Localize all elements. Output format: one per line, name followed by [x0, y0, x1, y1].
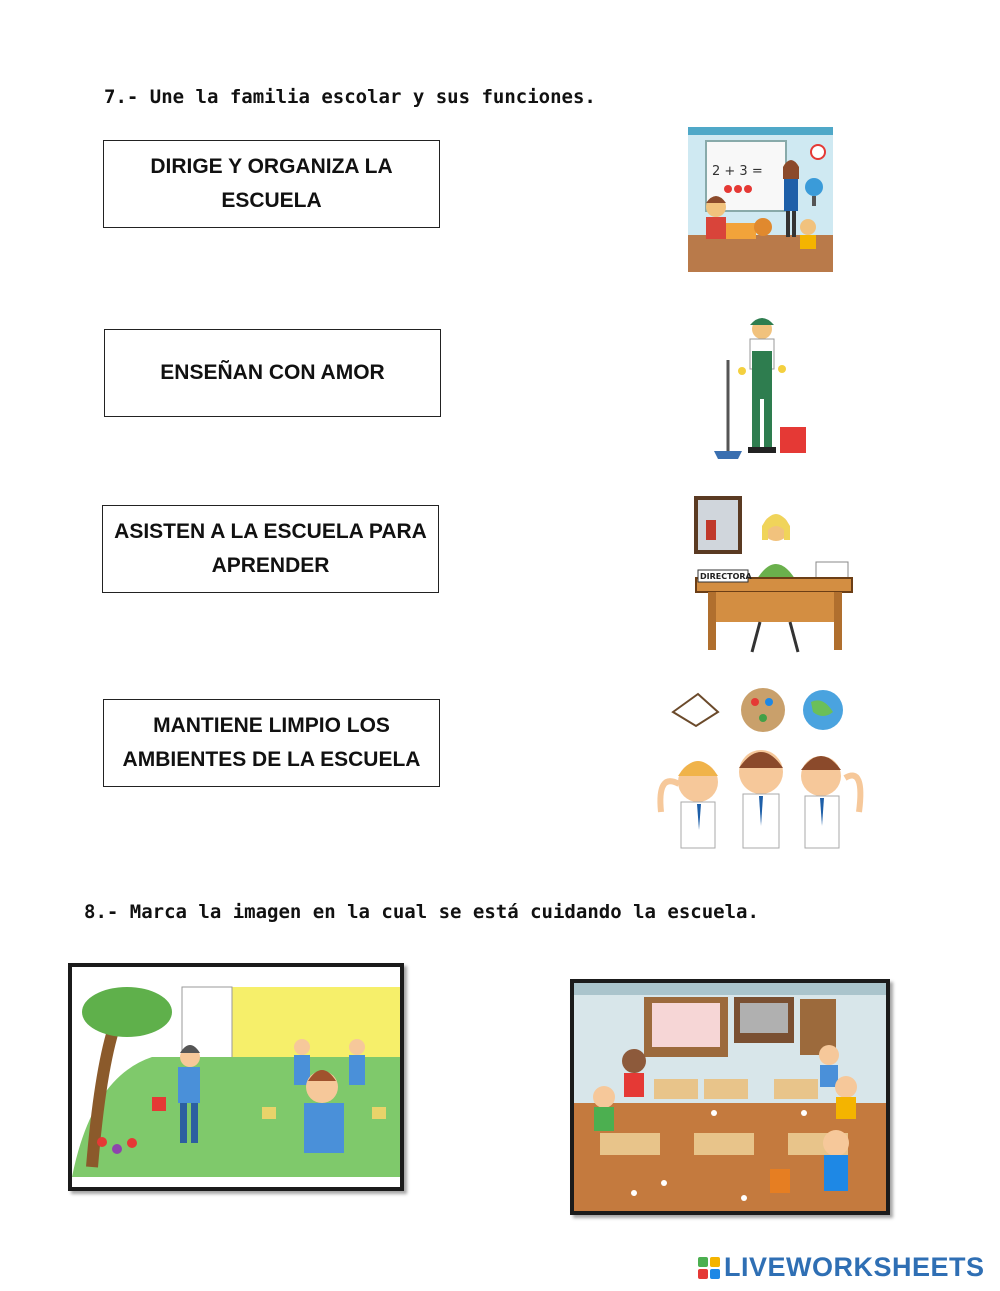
janitor-illustration-icon: [700, 305, 820, 465]
principal-desk-illustration-icon: [694, 496, 854, 654]
brand-badge-icon: [698, 1257, 720, 1279]
function-box-teach[interactable]: ENSEÑAN CON AMOR: [104, 329, 441, 417]
desk-sign-text: DIRECTORA: [700, 572, 752, 581]
teacher-classroom-illustration-icon: [688, 127, 833, 272]
liveworksheets-logo: [698, 1252, 985, 1283]
teacher-classroom-image[interactable]: [688, 127, 833, 272]
question-7-title: 7.- Une la familia escolar y sus funciones.: [104, 86, 596, 108]
children-painting-image[interactable]: [68, 963, 404, 1191]
students-illustration-icon: [653, 672, 867, 850]
messy-classroom-image[interactable]: [570, 979, 890, 1215]
students-image[interactable]: [653, 672, 867, 850]
question-8-title: 8.- Marca la imagen en la cual se está cuidando la escuela.: [84, 901, 759, 923]
messy-classroom-illustration-icon: [574, 983, 886, 1211]
function-box-clean[interactable]: MANTIENE LIMPIO LOS AMBIENTES DE LA ESCUELA: [103, 699, 440, 787]
board-text: 2 + 3 =: [712, 164, 763, 179]
principal-image[interactable]: [694, 496, 854, 654]
function-box-attend[interactable]: ASISTEN A LA ESCUELA PARA APRENDER: [102, 505, 439, 593]
children-painting-wall-illustration-icon: [72, 967, 400, 1187]
function-box-directs[interactable]: DIRIGE Y ORGANIZA LA ESCUELA: [103, 140, 440, 228]
brand-text: LIVEWORKSHEETS: [724, 1252, 985, 1282]
janitor-image[interactable]: [700, 305, 820, 465]
